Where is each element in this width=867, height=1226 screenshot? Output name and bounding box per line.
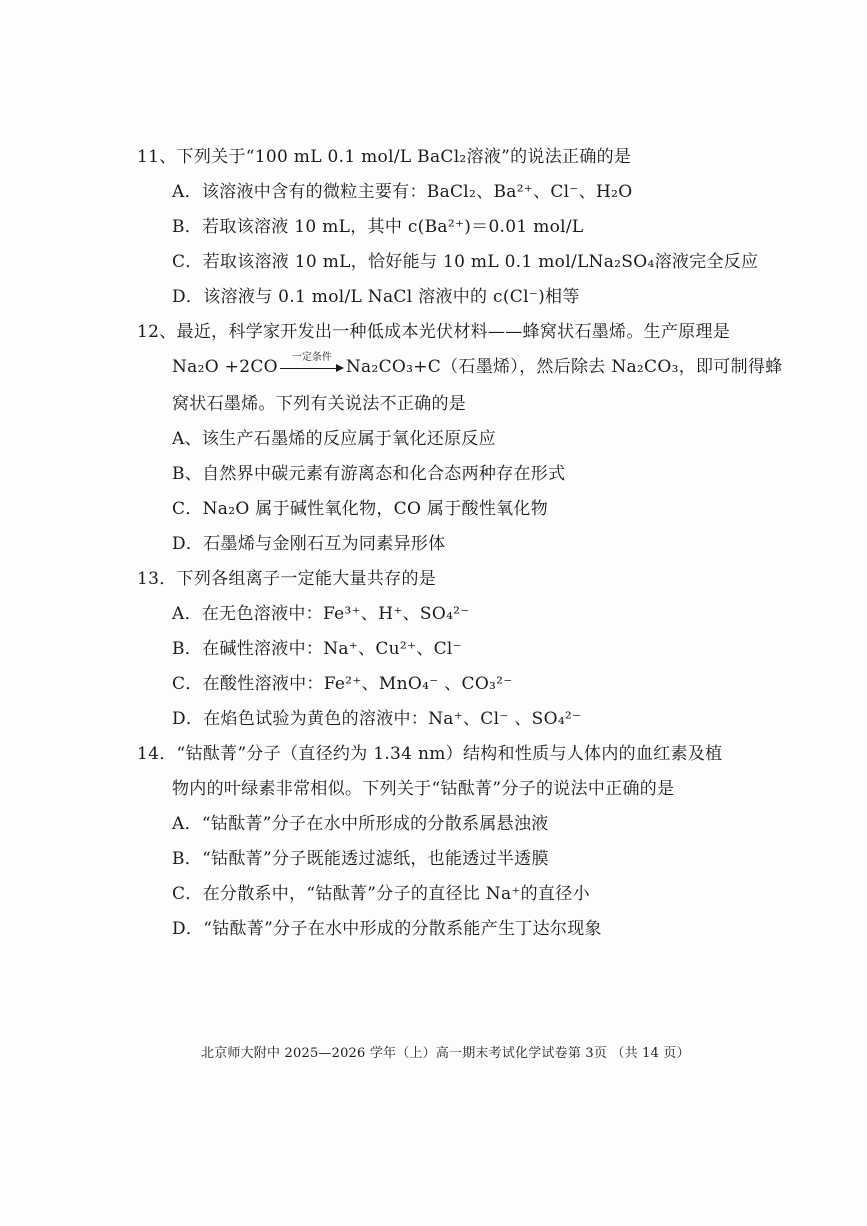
arrow-line xyxy=(280,368,338,369)
q12-equation-reactants: Na₂O +2CO xyxy=(172,357,278,377)
q13-stem xyxy=(137,567,436,591)
q12-option-d: D．石墨烯与金刚石互为同素异形体 xyxy=(172,534,446,554)
q12-option-a: A、该生产石墨烯的反应属于氧化还原反应 xyxy=(172,429,496,449)
q11-option-b: B．若取该溶液 10 mL，其中 c(Ba²⁺)＝0.01 mol/L xyxy=(172,217,584,237)
q13-stem-text: 下列各组离子一定能大量共存的是 xyxy=(176,569,437,589)
q11-option-a: A．该溶液中含有的微粒主要有：BaCl₂、Ba²⁺、Cl⁻、H₂O xyxy=(172,182,633,202)
q14-option-d: D．“钴酞菁”分子在水中形成的分散系能产生丁达尔现象 xyxy=(172,919,602,939)
reaction-condition: 一定条件 xyxy=(291,351,332,363)
q11-stem-text: 下列关于“100 mL 0.1 mol/L BaCl₂溶液”的说法正确的是 xyxy=(176,147,632,167)
q12-stem-line3: 窝状石墨烯。下列有关说法不正确的是 xyxy=(172,394,467,414)
q12-option-c: C．Na₂O 属于碱性氧化物，CO 属于酸性氧化物 xyxy=(172,499,549,519)
page-footer: 北京师大附中 2025—2026 学年（上）高一期末考试化学试卷第 3页 （共 14 页） xyxy=(201,1046,690,1061)
q14-stem-line2: 物内的叶绿素非常相似。下列关于“钴酞菁”分子的说法中正确的是 xyxy=(172,779,675,799)
q13-option-a: A．在无色溶液中：Fe³⁺、H⁺、SO₄²⁻ xyxy=(172,604,470,624)
arrow-head-icon xyxy=(336,364,344,372)
q14-option-a: A．“钴酞菁”分子在水中所形成的分散系属悬浊液 xyxy=(172,814,549,834)
q11-option-c: C．若取该溶液 10 mL，恰好能与 10 mL 0.1 mol/LNa₂SO₄溶液完全反应 xyxy=(172,252,759,272)
q11-stem xyxy=(137,145,631,169)
q12-number: 12、 xyxy=(137,322,177,342)
q14-stem-line1: “钴酞菁”分子（直径约为 1.34 nm）结构和性质与人体内的血红素及植 xyxy=(176,744,723,764)
q13-option-d: D．在焰色试验为黄色的溶液中：Na⁺、Cl⁻ 、SO₄²⁻ xyxy=(172,709,582,729)
q14-option-b: B．“钴酞菁”分子既能透过滤纸，也能透过半透膜 xyxy=(172,849,549,869)
q12-equation-products: Na₂CO₃+C（石墨烯），然后除去 Na₂CO₃，即可制得蜂 xyxy=(345,357,783,377)
q11-option-d: D．该溶液与 0.1 mol/L NaCl 溶液中的 c(Cl⁻)相等 xyxy=(172,287,580,307)
q14-option-c: C．在分散系中，“钴酞菁”分子的直径比 Na⁺的直径小 xyxy=(172,884,590,904)
q11-number: 11、 xyxy=(137,147,177,167)
q12-option-b: B、自然界中碳元素有游离态和化合态两种存在形式 xyxy=(172,464,566,484)
q13-option-b: B．在碱性溶液中：Na⁺、Cu²⁺、Cl⁻ xyxy=(172,639,462,659)
reaction-arrow xyxy=(280,351,344,380)
q12-equation xyxy=(172,351,783,380)
q14-stem xyxy=(137,742,722,766)
q13-number: 13． xyxy=(137,569,177,589)
q13-option-c: C．在酸性溶液中：Fe²⁺、MnO₄⁻ 、CO₃²⁻ xyxy=(172,674,513,694)
q12-stem xyxy=(137,320,730,344)
q14-number: 14． xyxy=(137,744,177,764)
q12-stem-line1: 最近，科学家开发出一种低成本光伏材料——蜂窝状石墨烯。生产原理是 xyxy=(176,322,731,342)
